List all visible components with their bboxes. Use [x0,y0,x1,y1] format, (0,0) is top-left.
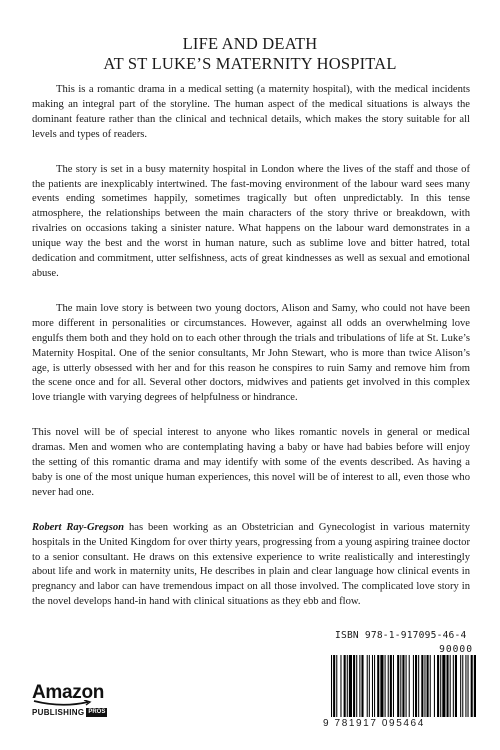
barcode-bar [344,655,346,717]
barcode-bar [359,655,360,717]
price-code: 90000 [439,644,473,655]
barcode-bar [393,655,394,717]
barcode-bar [340,655,341,717]
barcode-bar [424,655,425,717]
barcode-bar [402,655,404,717]
barcode-bars [331,655,476,717]
blurb-paragraph-1: This is a romantic drama in a medical setting (a maternity hospital), with the medical incidents making an integral part of the storyline. The human aspect of the medical situations is always the dominant feature rather than the clinical and technical details, which makes the story suitable for all levels and types of readers. [32,84,470,140]
barcode-bar [447,655,449,717]
barcode-bar [377,655,379,717]
barcode-bar [333,655,335,717]
barcode-bar [400,655,401,717]
barcode-bar [374,655,375,717]
author-name: Robert Ray-Gregson [32,521,125,533]
barcode-bar [460,655,461,717]
barcode-bar [372,655,373,717]
barcode-bar [336,655,337,717]
barcode-bar [442,655,445,717]
barcode-bar [455,655,457,717]
title-line-1: LIFE AND DEATH [182,34,318,53]
barcode-bar [385,655,386,717]
barcode-bar [369,655,370,717]
barcode-bar [361,655,363,717]
blurb [32,83,470,630]
barcode-bar [418,655,419,717]
barcode-bar [427,655,429,717]
barcode-bar [347,655,348,717]
barcode-bar [440,655,441,717]
blurb-paragraph-3: The main love story is between two young doctors, Alison and Samy, who could not have been more different in personalities or circumstances. However, against all odds an overwhelming love engulfs them both and they hold on to each other through the trials and tribulations of life at St. Luke’s Maternity Hospital. One of the senior consultants, Mr John Stewart, who is more than twice Alison’s age, is utterly obsessed with her and for this reason he conspires to ruin Samy and remove him from the scene once and for all. Several other doctors, midwives and patients get involved in this complex love triangle with varying degrees of helpfulness or hindrance. [32,302,470,404]
barcode-bar [453,655,454,717]
barcode-bar [356,655,357,717]
barcode-bar [349,655,352,717]
title-line-2: AT ST LUKE’S MATERNITY HOSPITAL [103,54,397,73]
publisher-tag: PROS [88,709,106,715]
publisher-name: Amazon [32,682,105,703]
barcode-bar [406,655,407,717]
barcode-bar [434,655,435,717]
barcode-bar [367,655,368,717]
barcode-bar [390,655,392,717]
blurb-paragraph-2: The story is set in a busy maternity hospital in London where the lives of the staff and those of the patients are inexplicably intertwined. The fast-moving environment of the labour ward sees many events ending sometimes happily, sometimes tragically but often unpredictably. In this tense atmosphere, the relationships between the main characters of the story thrive or breakdown, with rivalries on occasions taking a sinister nature. What happens on the labour ward demonstrates in a unique way the best and the worst in human nature, such as sublime love and bitter hatred, total dedication and commitment, utter selfishness, acts of great kindnesses as well as sexual and emotional abuse. [32,163,470,279]
barcode-bar [380,655,383,717]
author-bio-text: has been working as an Obstetrician and Gynecologist in various maternity hospitals in the United Kingdom for over thirty years, progressing from a young aspiring trainee doctor to a senior consultant. He draws on this extensive experience to write realistically and interestingly about life and work in maternity units, He describes in plain and clear language how clinical events in pregnancy and labor can have tremendous impact on all those involved. The complicated love story in the novel develops hand-in hand with clinical situations as they ebb and flow. [32,521,470,608]
barcode-bar [353,655,355,717]
barcode-bar [413,655,414,717]
barcode-bar [437,655,439,717]
blurb-paragraph-4: This novel will be of special interest to anyone who likes romantic novels in general or medical dramas. Men and women who are contemplating having a baby or have had babies before will enjoy the setting of this romantic drama and may identify with some of the events described. As having a baby is one of the most unique human experiences, this novel will be of interest to all, even those who never had one. [32,427,470,498]
publisher-logo [32,683,122,723]
author-bio [32,521,470,610]
isbn-number: ISBN 978-1-917095-46-4 [335,630,467,641]
barcode-bar [462,655,463,717]
book-title [0,34,500,74]
barcode-bar [415,655,417,717]
barcode-bar [421,655,423,717]
barcode-bar [397,655,399,717]
barcode-bar [331,655,332,717]
barcode-bar [474,655,476,717]
barcode-bar [468,655,469,717]
barcode-bar [471,655,473,717]
barcode-bar [450,655,451,717]
barcode-bar [430,655,431,717]
isbn-barcode [321,628,476,736]
publisher-sub: PUBLISHING [32,708,85,717]
barcode-bar [388,655,389,717]
barcode-bar [409,655,410,717]
barcode-bar [465,655,466,717]
barcode-digits: 9 781917 095464 [323,718,425,729]
